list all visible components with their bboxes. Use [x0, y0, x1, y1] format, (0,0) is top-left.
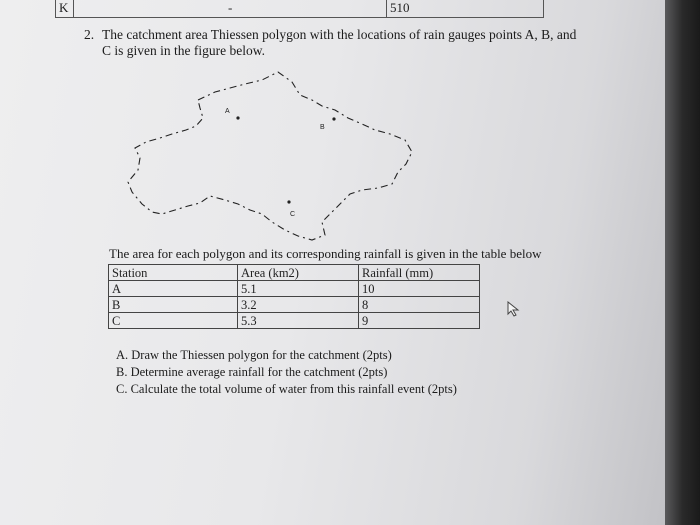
table-intro: The area for each polygon and its corresponding rainfall is given in the table below — [109, 246, 542, 261]
cell-station: C — [109, 313, 238, 329]
question-line-2: C is given in the figure below. — [102, 43, 265, 58]
table-header-row — [109, 265, 480, 281]
cell-area: 5.1 — [238, 281, 359, 297]
catchment-boundary — [128, 72, 412, 240]
gauge-b-label: B — [320, 124, 325, 131]
gauge-a-point — [236, 116, 239, 119]
task-b: B. Determine average rainfall for the catchment (2pts) — [116, 365, 388, 379]
table-row — [109, 313, 480, 329]
header-dash: - — [228, 0, 233, 15]
monitor-bezel — [665, 0, 700, 525]
cell-rainfall: 10 — [359, 281, 480, 297]
header-rainfall: Rainfall (mm) — [359, 265, 480, 281]
task-c: C. Calculate the total volume of water from this rainfall event (2pts) — [116, 382, 457, 396]
cell-area: 5.3 — [238, 313, 359, 329]
gauge-c-label: C — [290, 211, 296, 218]
task-a: A. Draw the Thiessen polygon for the catchment (2pts) — [116, 348, 392, 362]
cell-station: A — [109, 281, 238, 297]
gauge-c-point — [287, 200, 290, 203]
header-area: Area (km2) — [238, 265, 359, 281]
header-letter: K — [59, 0, 74, 17]
cell-rainfall: 9 — [359, 313, 480, 329]
rainfall-table — [108, 264, 480, 329]
question-number: 2. — [84, 27, 95, 42]
question-line-1: The catchment area Thiessen polygon with the locations of rain gauges points A, B, and — [102, 27, 577, 42]
table-row — [109, 281, 480, 297]
table-row — [109, 297, 480, 313]
gauge-a-label: A — [225, 108, 230, 115]
header-station: Station — [109, 265, 238, 281]
cell-area: 3.2 — [238, 297, 359, 313]
cell-rainfall: 8 — [359, 297, 480, 313]
gauge-b-point — [332, 117, 335, 120]
cell-station: B — [109, 297, 238, 313]
header-course: 510 — [386, 0, 545, 17]
mouse-cursor-icon — [507, 301, 521, 317]
